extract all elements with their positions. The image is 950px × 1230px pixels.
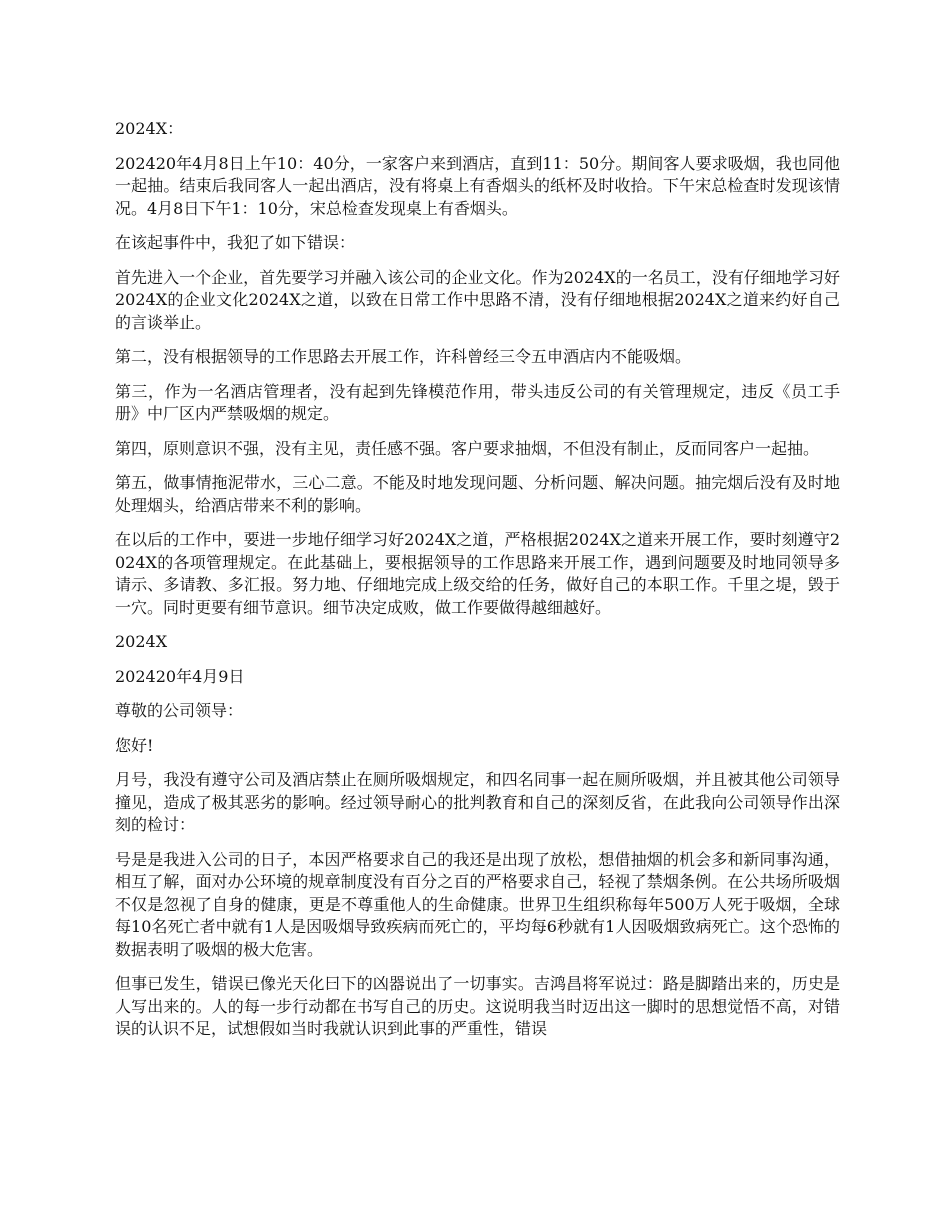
- paragraph-smoking-incident: 月号，我没有遵守公司及酒店禁止在厕所吸烟规定，和四名同事一起在厕所吸烟，并且被其他公司领导撞见，造成了极其恶劣的影响。经过领导耐心的批判教育和自己的深刻反省，在此我向公司领导作出深刻的检讨：: [115, 770, 840, 834]
- paragraph-reflection: 号是是我进入公司的日子，本因严格要求自己的我还是出现了放松，想借抽烟的机会多和新同事沟通，相互了解，面对办公环境的规章制度没有百分之百的严格要求自己，轻视了禁烟条例。在公共场所吸烟不仅是忽视了自身的健康，更是不尊重他人的生命健康。世界卫生组织称每年500万人死于吸烟，全球每10名死亡者中就有1人是因吸烟导致疾病而死亡的，平均每6秒就有1人因吸烟致病死亡。这个恐怖的数据表明了吸烟的极大危害。: [115, 849, 840, 959]
- signature-org: 2024X: [115, 632, 168, 651]
- paragraph-lesson: 但事已发生，错误已像光天化曰下的凶器说出了一切事实。吉鸿昌将军说过：路是脚踏出来的，历史是人写出来的。人的每一步行动都在书写自己的历史。这说明我当时迈出这一脚时的思想觉悟不高，对错误的认识不足，试想假如当时我就认识到此事的严重性，错误: [115, 974, 840, 1038]
- signature-date: 202420年4月9日: [115, 666, 245, 686]
- document-page: [115, 118, 840, 1053]
- paragraph-future-work: 在以后的工作中，要进一步地仔细学习好2024X之道，严格根据2024X之道来开展工作，要时刻遵守2024X的各项管理规定。在此基础上，要根据领导的工作思路来开展工作，遇到问题要及时地同领导多请示、多请教、多汇报。努力地、仔细地完成上级交给的任务，做好自己的本职工作。千里之堤，毁于一穴。同时更要有细节意识。细节决定成败，做工作要做得越细越好。: [115, 530, 840, 617]
- paragraph-errors-intro: 在该起事件中，我犯了如下错误：: [115, 233, 356, 252]
- greeting: 您好!: [115, 735, 154, 755]
- paragraph-incident: 202420年4月8日上午10：40分，一家客户来到酒店，直到11：50分。期间客人要求吸烟，我也同他一起抽。结束后我同客人一起出酒店，没有将桌上有香烟头的纸杯及时收拾。下午宋总检查时发现该情况。4月8日下午1：10分，宋总检查发现桌上有香烟头。: [115, 153, 840, 218]
- paragraph-error-fifth: 第五，做事情拖泥带水，三心二意。不能及时地发现问题、分析问题、解决问题。抽完烟后没有及时地处理烟头，给酒店带来不利的影响。: [115, 473, 840, 515]
- heading-org: 2024X：: [115, 119, 184, 138]
- salutation: 尊敬的公司领导：: [115, 701, 244, 720]
- paragraph-error-fourth: 第四，原则意识不强，没有主见，责任感不强。客户要求抽烟，不但没有制止，反而同客户一起抽。: [115, 438, 820, 458]
- paragraph-error-third: 第三，作为一名酒店管理者，没有起到先锋模范作用，带头违反公司的有关管理规定，违反《员工手册》中厂区内严禁吸烟的规定。: [115, 381, 840, 423]
- paragraph-error-first: 首先进入一个企业，首先要学习并融入该公司的企业文化。作为2024X的一名员工，没有仔细地学习好2024X的企业文化2024X之道，以致在日常工作中思路不清，没有仔细地根据2024X之道来约好自己的言谈举止。: [115, 267, 840, 332]
- paragraph-error-second: 第二，没有根据领导的工作思路去开展工作，许科曾经三令五申酒店内不能吸烟。: [115, 347, 692, 366]
